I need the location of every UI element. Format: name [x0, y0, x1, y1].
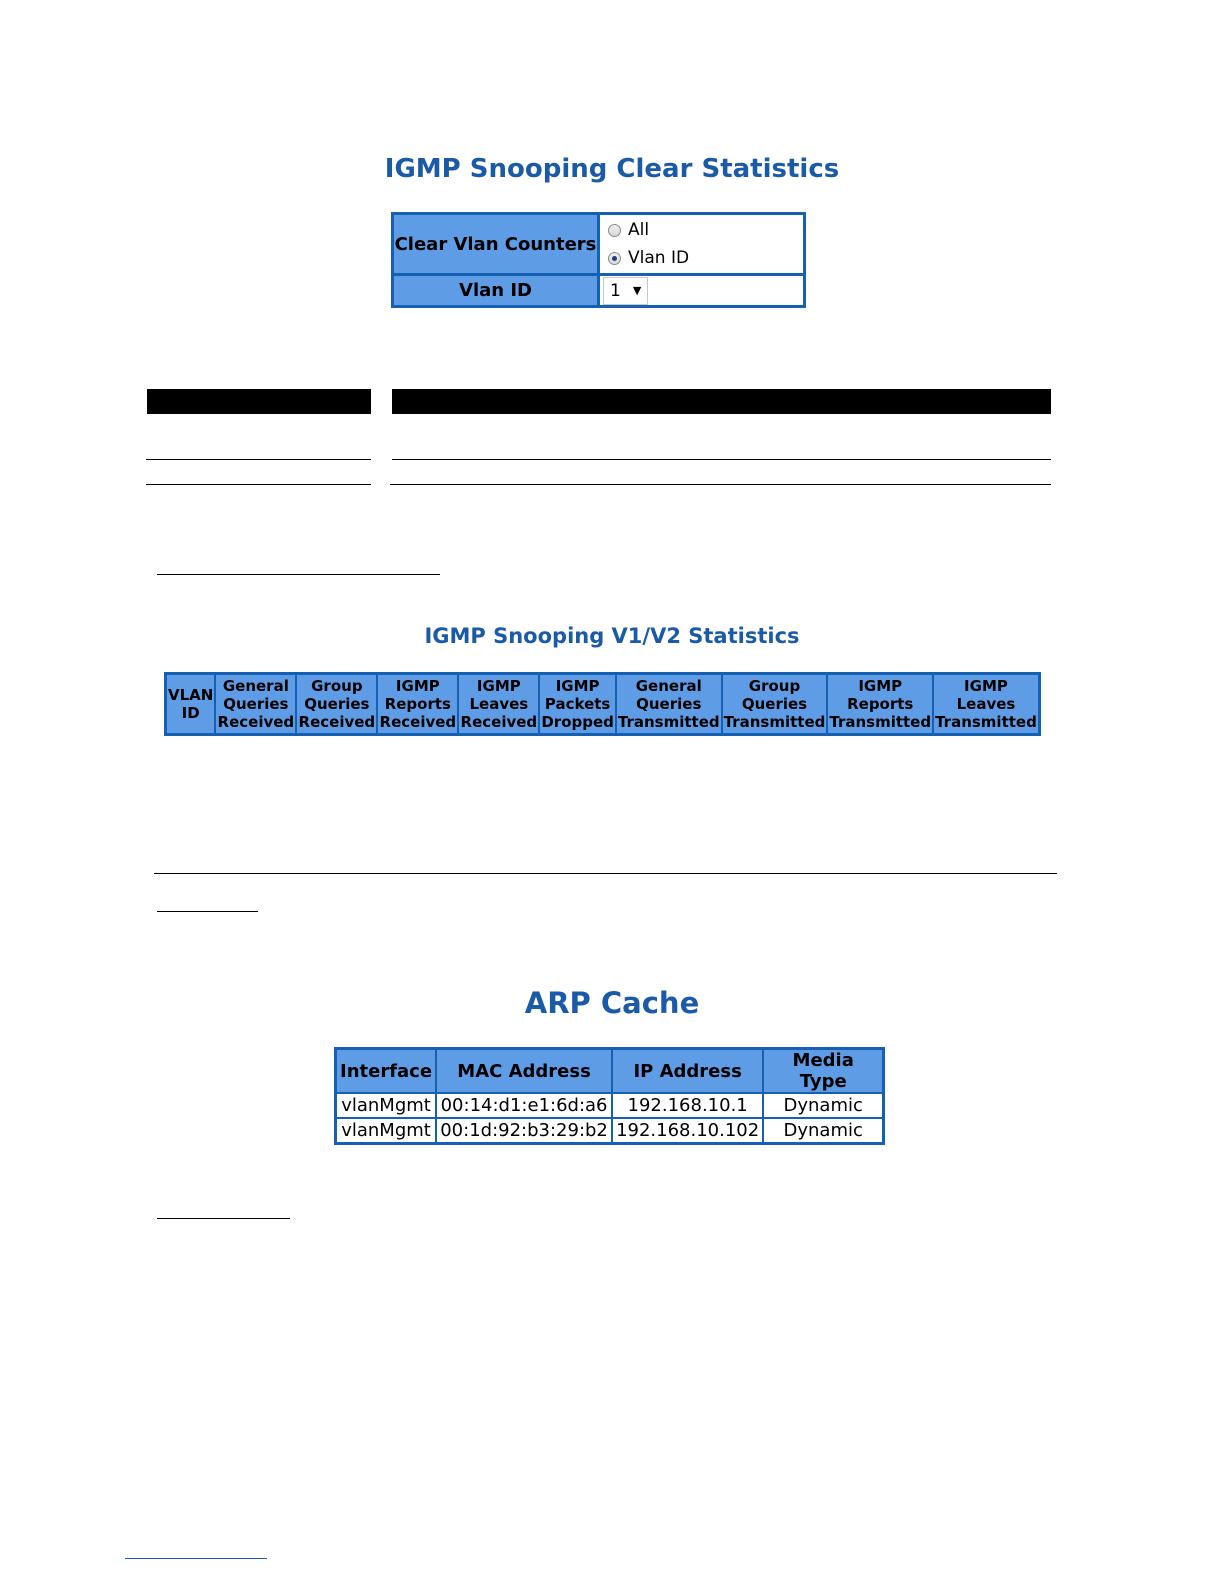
clear-vlan-counters-label: Clear Vlan Counters: [393, 214, 599, 275]
col-group-queries-transmitted: Group Queries Transmitted: [722, 674, 828, 735]
underline-rule: [157, 1218, 290, 1219]
option-vlan-id-label: Vlan ID: [628, 248, 690, 268]
underline-rule: [157, 574, 440, 575]
divider: [390, 484, 1051, 485]
col-general-queries-received: General Queries Received: [215, 674, 296, 735]
redacted-header-left: [147, 389, 371, 414]
chevron-down-icon: ▼: [632, 284, 642, 297]
col-media-type: Media Type: [763, 1049, 884, 1094]
col-igmp-leaves-received: IGMP Leaves Received: [458, 674, 539, 735]
table-row: [336, 1093, 884, 1118]
arp-header-row: [336, 1049, 884, 1094]
col-group-queries-received: Group Queries Received: [296, 674, 377, 735]
stats-header-row: [166, 674, 1040, 735]
divider: [146, 459, 371, 460]
radio-vlan-id[interactable]: [608, 252, 621, 265]
interface-cell: vlanMgmt: [336, 1118, 437, 1144]
col-ip-address: IP Address: [612, 1049, 763, 1094]
ip-address-cell: 192.168.10.102: [612, 1118, 763, 1144]
mac-address-cell: 00:14:d1:e1:6d:a6: [436, 1093, 612, 1118]
col-mac-address: MAC Address: [436, 1049, 612, 1094]
table-row: [336, 1118, 884, 1144]
vlan-id-cell: [599, 275, 805, 307]
radio-all[interactable]: [608, 224, 621, 237]
v1v2-stats-table: [164, 672, 1041, 736]
section-divider: [154, 873, 1057, 874]
arp-cache-title: ARP Cache: [524, 986, 700, 1020]
col-igmp-reports-received: IGMP Reports Received: [377, 674, 458, 735]
option-all[interactable]: [600, 216, 803, 244]
mac-address-cell: 00:1d:92:b3:29:b2: [436, 1118, 612, 1144]
col-igmp-reports-transmitted: IGMP Reports Transmitted: [827, 674, 933, 735]
col-igmp-leaves-transmitted: IGMP Leaves Transmitted: [933, 674, 1039, 735]
option-vlan-id[interactable]: [600, 244, 803, 272]
v1v2-stats-title: IGMP Snooping V1/V2 Statistics: [424, 624, 800, 648]
clear-options: [599, 214, 805, 275]
col-interface: Interface: [336, 1049, 437, 1094]
footer-rule: [125, 1558, 267, 1559]
underline-rule: [157, 911, 258, 912]
clear-stats-form: [391, 212, 806, 308]
vlan-id-value: 1: [610, 280, 621, 301]
vlan-id-select[interactable]: [603, 277, 648, 305]
media-type-cell: Dynamic: [763, 1093, 884, 1118]
option-all-label: All: [628, 220, 650, 240]
media-type-cell: Dynamic: [763, 1118, 884, 1144]
vlan-id-label: Vlan ID: [393, 275, 599, 307]
divider: [392, 459, 1051, 460]
redacted-header-right: [392, 389, 1051, 414]
col-vlan-id: VLAN ID: [166, 674, 216, 735]
ip-address-cell: 192.168.10.1: [612, 1093, 763, 1118]
interface-cell: vlanMgmt: [336, 1093, 437, 1118]
col-igmp-packets-dropped: IGMP Packets Dropped: [539, 674, 616, 735]
col-general-queries-transmitted: General Queries Transmitted: [616, 674, 722, 735]
divider: [146, 484, 371, 485]
arp-cache-table: [334, 1047, 885, 1145]
clear-stats-title: IGMP Snooping Clear Statistics: [384, 154, 840, 184]
